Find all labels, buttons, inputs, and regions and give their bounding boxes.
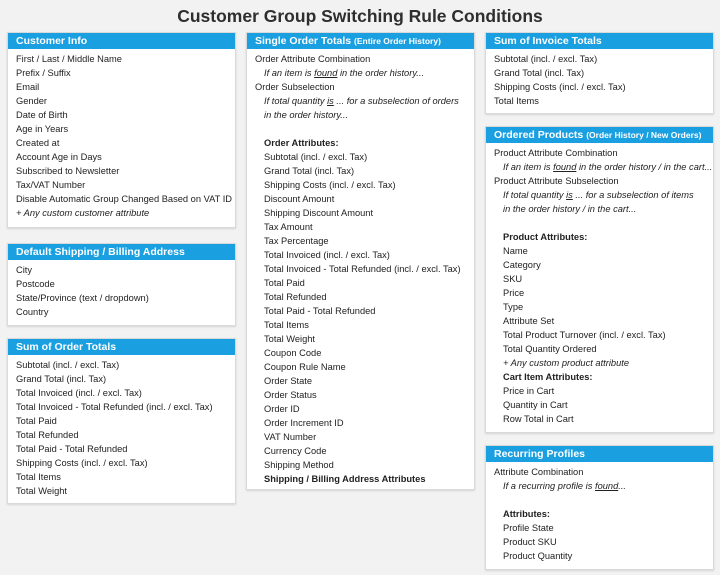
order-total-item: Subtotal (incl. / excl. Tax) [16,360,120,370]
order-attribute-item: Currency Code [264,446,327,456]
order-attribute-item: Shipping / Billing Address Attributes [264,474,426,484]
order-subselection-condition-line2: in the order history... [264,110,349,120]
order-attribute-item: Shipping Costs (incl. / excl. Tax) [264,180,396,190]
invoice-total-item: Total Items [494,96,539,106]
order-total-item: Total Paid - Total Refunded [16,444,128,454]
single-order-totals-card [246,32,475,490]
single-order-title-suffix: (Entire Order History) [354,36,441,46]
ordered-products-title: Ordered Products [494,129,584,141]
sum-invoice-totals-header: Sum of Invoice Totals [486,33,713,49]
address-card [7,243,236,326]
recurring-profiles-card [485,445,714,570]
ordered-products-title-suffix: (Order History / New Orders) [586,130,702,140]
order-attribute-item: Total Invoiced - Total Refunded (incl. / excl. Tax) [264,264,461,274]
address-list [8,260,235,319]
customer-attribute-item: Disable Automatic Group Changed Based on VAT ID [16,194,233,204]
order-attribute-item: Order Increment ID [264,418,344,428]
order-attribute-item: Total Weight [264,334,315,344]
order-attribute-item: Total Paid - Total Refunded [264,306,376,316]
custom-product-attribute: + Any custom product attribute [503,358,630,368]
customer-attribute-item: Gender [16,96,48,106]
invoice-total-item: Subtotal (incl. / excl. Tax) [494,54,598,64]
product-combination-condition: If an item is found in the order history / in the cart... [503,162,713,172]
product-attribute-item: SKU [503,274,523,284]
order-attribute-item: Coupon Code [264,348,322,358]
order-total-item: Total Paid [16,416,57,426]
sum-order-totals-list [8,355,235,498]
order-subselection-condition: If total quantity is ... for a subselection of orders [264,96,459,106]
recurring-attribute-item: Product Quantity [503,551,573,561]
order-total-item: Shipping Costs (incl. / excl. Tax) [16,458,148,468]
product-subselection-condition-line2: in the order history / in the cart... [503,204,637,214]
order-attribute-item: Total Refunded [264,292,327,302]
order-total-item: Total Invoiced (incl. / excl. Tax) [16,388,142,398]
order-attribute-item: Tax Percentage [264,236,329,246]
customer-attribute-item: First / Last / Middle Name [16,54,122,64]
address-attribute-item: State/Province (text / dropdown) [16,293,149,303]
customer-attribute-item: + Any custom customer attribute [16,208,150,218]
customer-info-list [8,49,235,220]
order-attribute-item: Total Items [264,320,309,330]
product-attribute-item: Total Quantity Ordered [503,344,597,354]
order-attribute-item: Discount Amount [264,194,335,204]
recurring-profiles-header: Recurring Profiles [486,446,713,462]
customer-attribute-item: Tax/VAT Number [16,180,86,190]
page-title: Customer Group Switching Rule Conditions [177,6,543,26]
order-total-item: Total Weight [16,486,67,496]
cart-attribute-item: Price in Cart [503,386,555,396]
order-total-item: Total Refunded [16,430,79,440]
order-attribute-item: Grand Total (incl. Tax) [264,166,355,176]
order-attribute-item: Order Status [264,390,317,400]
order-attribute-item: Shipping Discount Amount [264,208,374,218]
customer-attribute-item: Account Age in Days [16,152,102,162]
order-subselection-label: Order Subselection [255,82,335,92]
order-total-item: Total Invoiced - Total Refunded (incl. / excl. Tax) [16,402,213,412]
product-subselection-label: Product Attribute Subselection [494,176,619,186]
order-attributes-label: Order Attributes: [264,138,339,148]
order-attribute-item: VAT Number [264,432,317,442]
recurring-attribute-item: Product SKU [503,537,557,547]
order-attribute-item: Subtotal (incl. / excl. Tax) [264,152,368,162]
customer-attribute-item: Date of Birth [16,110,68,120]
order-attribute-item: Order State [264,376,313,386]
address-header: Default Shipping / Billing Address [8,244,235,260]
address-attribute-item: Country [16,307,49,317]
invoice-total-item: Shipping Costs (incl. / excl. Tax) [494,82,626,92]
product-attribute-item: Category [503,260,541,270]
order-combination-label: Order Attribute Combination [255,54,371,64]
cart-item-attributes-label: Cart Item Attributes: [503,372,593,382]
cart-attribute-item: Row Total in Cart [503,414,574,424]
customer-attribute-item: Email [16,82,40,92]
sum-invoice-totals-card [485,32,714,114]
recurring-combination-label: Attribute Combination [494,467,584,477]
order-attribute-item: Tax Amount [264,222,313,232]
customer-info-header: Customer Info [8,33,235,49]
product-attribute-item: Attribute Set [503,316,555,326]
ordered-products-card [485,126,714,433]
address-attribute-item: Postcode [16,279,55,289]
sum-order-totals-card [7,338,236,504]
customer-attribute-item: Created at [16,138,60,148]
invoice-total-item: Grand Total (incl. Tax) [494,68,585,78]
recurring-attributes-label: Attributes: [503,509,550,519]
single-order-totals-header [247,33,474,49]
sum-order-totals-header: Sum of Order Totals [8,339,235,355]
order-total-item: Grand Total (incl. Tax) [16,374,107,384]
order-attribute-item: Total Paid [264,278,305,288]
product-attributes-label: Product Attributes: [503,232,588,242]
customer-attribute-item: Subscribed to Newsletter [16,166,120,176]
product-attribute-item: Type [503,302,524,312]
order-combination-condition: If an item is found in the order history... [264,68,425,78]
product-attribute-item: Total Product Turnover (incl. / excl. Tax) [503,330,666,340]
product-attribute-item: Name [503,246,528,256]
order-attribute-item: Total Invoiced (incl. / excl. Tax) [264,250,390,260]
single-order-title: Single Order Totals [255,35,352,47]
product-subselection-condition: If total quantity is ... for a subselection of items [503,190,694,200]
product-combination-label: Product Attribute Combination [494,148,618,158]
order-attribute-item: Order ID [264,404,300,414]
ordered-products-header [486,127,713,143]
recurring-combination-condition: If a recurring profile is found... [503,481,626,491]
customer-attribute-item: Prefix / Suffix [16,68,71,78]
product-attribute-item: Price [503,288,525,298]
customer-info-card [7,32,236,228]
address-attribute-item: City [16,265,33,275]
sum-invoice-totals-list [486,49,713,108]
order-attribute-item: Shipping Method [264,460,334,470]
customer-attribute-item: Age in Years [16,124,69,134]
recurring-attribute-item: Profile State [503,523,554,533]
order-total-item: Total Items [16,472,61,482]
cart-attribute-item: Quantity in Cart [503,400,568,410]
order-attribute-item: Coupon Rule Name [264,362,346,372]
